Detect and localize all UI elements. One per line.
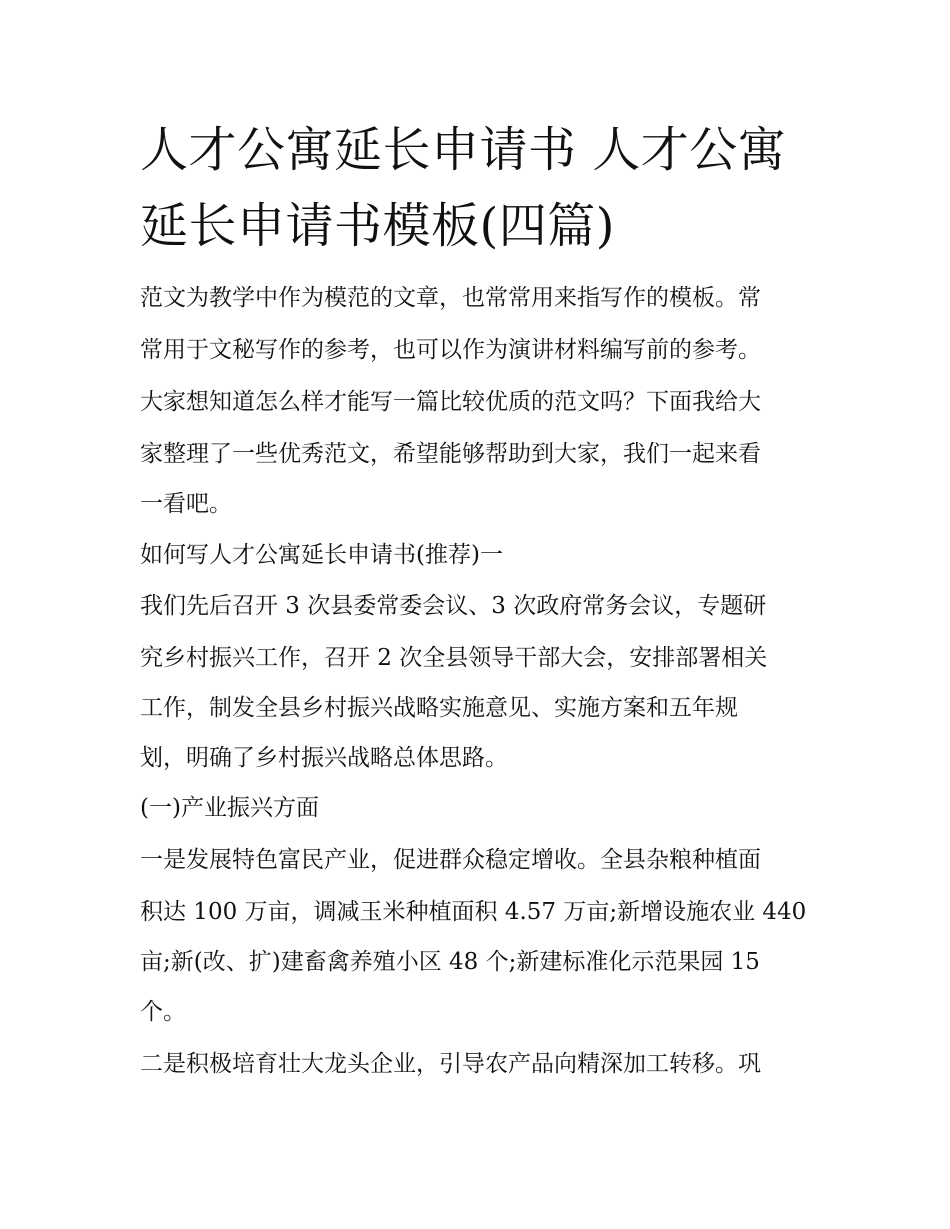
body-line: 常用于文秘写作的参考，也可以作为演讲材料编写前的参考。	[140, 337, 761, 363]
section-heading: 如何写人才公寓延长申请书(推荐)一	[140, 542, 503, 568]
body-line: 范文为教学中作为模范的文章，也常常用来指写作的模板。常	[140, 285, 761, 311]
section-heading: (一)产业振兴方面	[140, 795, 319, 821]
title-line-2: 延长申请书模板(四篇)	[140, 198, 615, 254]
body-line: 亩;新(改、扩)建畜禽养殖小区 48 个;新建标准化示范果园 15	[140, 949, 760, 975]
body-line: 家整理了一些优秀范文，希望能够帮助到大家，我们一起来看	[140, 441, 761, 467]
body-line: 个。	[140, 999, 186, 1025]
document-title	[140, 112, 820, 264]
body-line: 二是积极培育壮大龙头企业，引导农产品向精深加工转移。巩	[140, 1051, 761, 1077]
body-line: 一是发展特色富民产业，促进群众稳定增收。全县杂粮种植面	[140, 847, 761, 873]
body-line: 究乡村振兴工作，召开 2 次全县领导干部大会，安排部署相关	[140, 645, 768, 671]
body-line: 划，明确了乡村振兴战略总体思路。	[140, 745, 508, 771]
body-line: 大家想知道怎么样才能写一篇比较优质的范文吗？下面我给大	[140, 389, 761, 415]
body-line: 工作，制发全县乡村振兴战略实施意见、实施方案和五年规	[140, 695, 738, 721]
body-line: 积达 100 万亩，调减玉米种植面积 4.57 万亩;新增设施农业 440	[140, 899, 807, 925]
title-line-1: 人才公寓延长申请书 人才公寓	[140, 122, 787, 178]
body-line: 一看吧。	[140, 491, 232, 517]
body-line: 我们先后召开 3 次县委常委会议、3 次政府常务会议，专题研	[140, 593, 767, 619]
